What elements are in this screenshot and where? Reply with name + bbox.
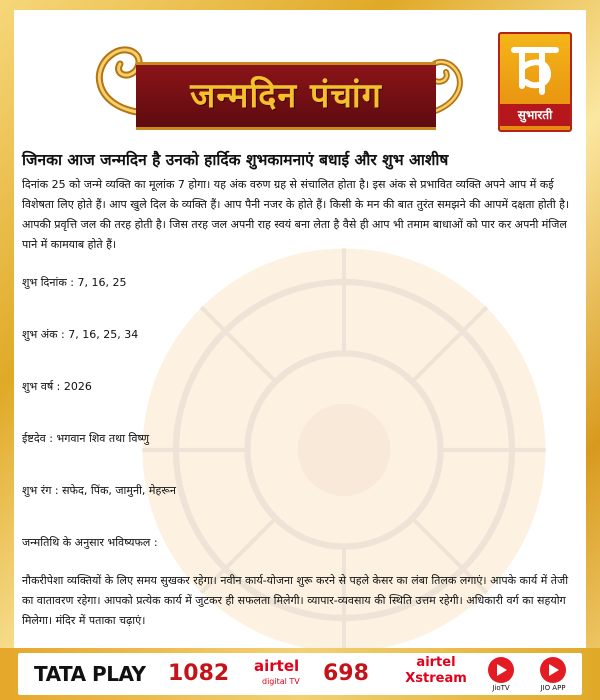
ad-strip-inner xyxy=(18,653,582,695)
subharti-logo xyxy=(498,32,572,132)
forecast-text: नौकरीपेशा व्यक्तियों के लिए समय सुखकर रहेगा। नवीन कार्य-योजना शुरू करने से पहले केसर का लंबा तिलक लगाएं। आपके कार्य में तेजी का वातावरण रहेगा। आपको प्रत्येक कार्य में जुटकर ही सफलता मिलेगी। व्यापार-व्यवसाय की स्थिति उत्तम रहेगी। अधिकारी वर्ग का सहयोग मिलेगा। मंदिर में पताका चढ़ाएं। xyxy=(22,574,569,627)
jiotv-icon xyxy=(488,657,514,683)
article-headline: जिनका आज जन्मदिन है उनको हार्दिक शुभकामनाएं बधाई और शुभ आशीष xyxy=(22,151,449,169)
lucky-year: शुभ वर्ष : 2026 xyxy=(22,380,92,393)
logo-mark-icon xyxy=(508,40,562,96)
lucky-colors: शुभ रंग : सफेद, पिंक, जामुनी, मेहरून xyxy=(22,484,176,497)
logo-text: सुभारती xyxy=(500,104,570,126)
xstream-label: Xstream xyxy=(405,671,467,686)
article-intro: दिनांक 25 को जन्मे व्यक्ति का मूलांक 7 होगा। यह अंक वरुण ग्रह से संचालित होता है। इस अंक से प्रभावित व्यक्ति अपने आप में कई विशेषता लिए होते हैं। आप खुले दिल के व्यक्ति हैं। आप पैनी नजर के होते हैं। किसी के मन की बात तुरंत समझने की आपमें दक्षता होती है। आपकी प्रवृत्ति जल की तरह होती है। जिस तरह जल अपनी राह स्वयं बना लेता है वैसे ही आप भी तमाम बाधाओं को पार कर अपनी मंजिल पाने में कामयाब होते हैं। xyxy=(22,178,570,251)
channel-ad-strip xyxy=(0,648,600,700)
airtel-channel-number: 698 xyxy=(323,661,369,686)
tata-play-label: TATA PLAY xyxy=(34,662,146,686)
tata-play-channel-number: 1082 xyxy=(168,661,230,686)
lucky-numbers: शुभ अंक : 7, 16, 25, 34 xyxy=(22,328,139,341)
deity: ईष्टदेव : भगवान शिव तथा विष्णु xyxy=(22,432,150,445)
jio-app-label: JIO APP xyxy=(540,684,566,692)
airtel-digital-tv-label: digital TV xyxy=(262,677,300,686)
airtel-xstream-logo xyxy=(400,655,472,697)
forecast-heading: जन्मतिथि के अनुसार भविष्यफल : xyxy=(22,536,158,549)
card xyxy=(14,10,586,648)
lucky-dates: शुभ दिनांक : 7, 16, 25 xyxy=(22,276,127,289)
jiotv-label: JioTV xyxy=(492,684,510,692)
page-title: जन्मदिन पंचांग xyxy=(190,76,382,116)
xstream-top-label: airtel xyxy=(416,655,456,670)
airtel-label: airtel xyxy=(254,657,300,675)
header xyxy=(14,10,586,140)
article xyxy=(22,150,580,631)
title-banner xyxy=(136,62,436,130)
jio-app-icon xyxy=(540,657,566,683)
